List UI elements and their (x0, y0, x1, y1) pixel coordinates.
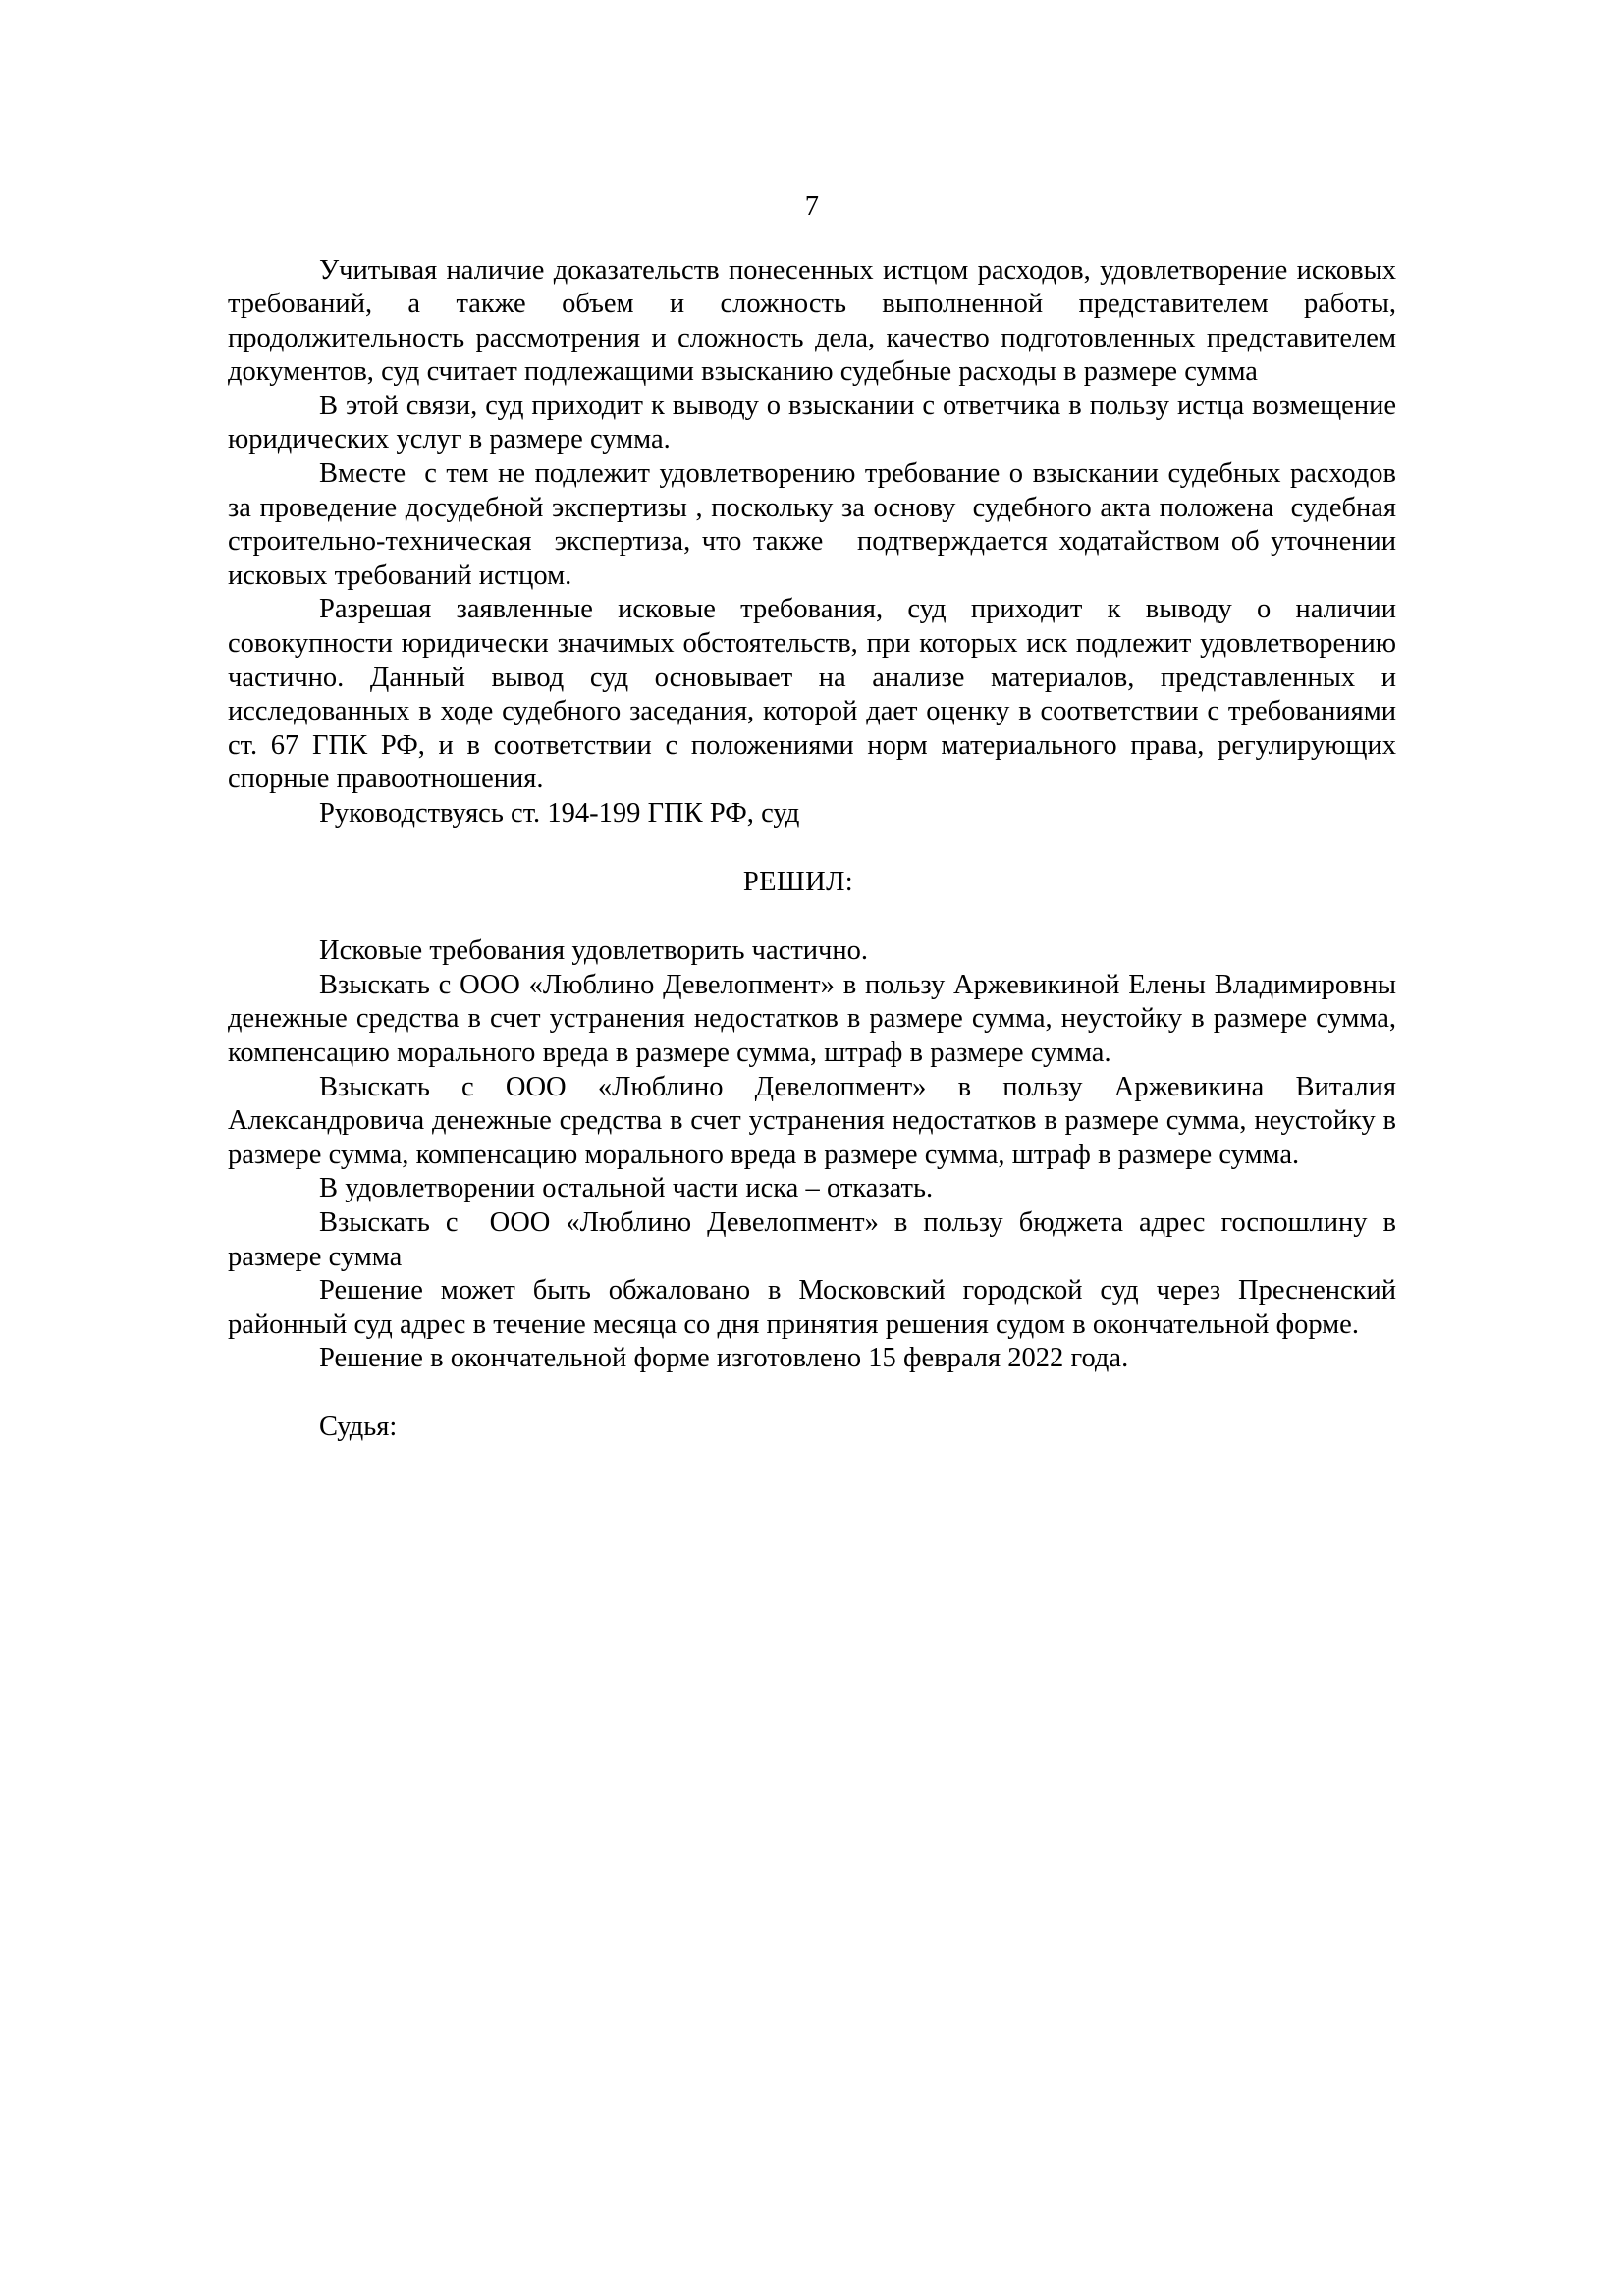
paragraph-legal-services-recovery: В этой связи, суд приходит к выводу о взыскании с ответчика в пользу истца возмещение юридических услуг в размере сумма. (228, 390, 1404, 455)
paragraph-court-costs: Учитывая наличие доказательств понесенных истцом расходов, удовлетворение исковых требований, а также объем и сложность выполненной представителем работы, продолжительность рассмотрения и сложность дела, качество подготовленных представителем документов, суд считает подлежащими взысканию судебные расходы в размере сумма (228, 254, 1404, 388)
page-content (228, 0, 1404, 1445)
paragraph-pretrial-expertise-denied: Вместе с тем не подлежит удовлетворению требование о взыскании судебных расходов за проведение досудебной экспертизы , поскольку за основу судебного акта положена судебная строительно-техническая экспертиза, что также подтверждается ходатайством об уточнении исковых требований истцом. (228, 458, 1404, 591)
ruling-item-partial-satisfaction: Исковые требования удовлетворить частично. (319, 935, 868, 967)
paragraph-guided-by-articles: Руководствуясь ст. 194-199 ГПК РФ, суд (319, 798, 800, 828)
ruling-item-award-arzhevikin-vitaliy: Взыскать с ООО «Люблино Девелопмент» в пользу Аржевикина Виталия Александровича денежные средства в счет устранения недостатков в размере сумма, неустойку в размере сумма, компенсацию морального вреда в размере сумма, штраф в размере сумма. (228, 1071, 1404, 1170)
ruling-item-appeal-procedure: Решение может быть обжаловано в Московский городской суд через Пресненский районный суд адрес в течение месяца со дня принятия решения судом в окончательной форме. (228, 1275, 1404, 1340)
ruling-item-award-arzhevikina-elena: Взыскать с ООО «Люблино Девелопмент» в пользу Аржевикиной Елены Владимировны денежные средства в счет устранения недостатков в размере сумма, неустойку в размере сумма, компенсацию морального вреда в размере сумма, штраф в размере сумма. (228, 969, 1404, 1068)
ruling-section (228, 934, 1404, 1376)
ruling-heading: РЕШИЛ: (742, 866, 854, 897)
ruling-item-final-form-date: Решение в окончательной форме изготовлено 15 февраля 2022 года. (319, 1343, 1129, 1374)
ruling-item-state-duty: Взыскать с ООО «Люблино Девелопмент» в пользу бюджета адрес госпошлину в размере сумма (228, 1206, 1404, 1272)
judge-signature-label: Судья: (319, 1411, 398, 1442)
reasoning-section (228, 254, 1404, 831)
ruling-item-remainder-denied: В удовлетворении остальной части иска – отказать. (319, 1173, 934, 1204)
paragraph-claims-resolution: Разрешая заявленные исковые требования, суд приходит к выводу о наличии совокупности юридически значимых обстоятельств, при которых иск подлежит удовлетворению частично. Данный вывод суд основывает на анализе материалов, представленных и исследованных в ходе судебного заседания, которой дает оценку в соответствии с требованиями ст. 67 ГПК РФ, и в соответствии с положениями норм материального права, регулирующих спорные правоотношения. (228, 594, 1404, 795)
page-number: 7 (804, 191, 820, 222)
